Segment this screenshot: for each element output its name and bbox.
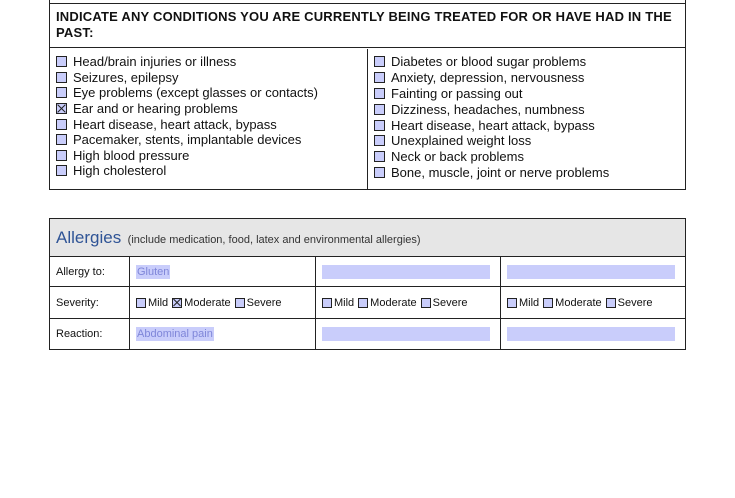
condition-item[interactable]	[374, 133, 685, 149]
condition-item[interactable]	[374, 70, 685, 86]
severity-option-mild[interactable]	[136, 297, 168, 309]
checkbox[interactable]	[374, 104, 385, 115]
reaction-label: Reaction:	[50, 319, 130, 349]
checkbox[interactable]	[374, 88, 385, 99]
condition-item[interactable]	[56, 148, 367, 164]
allergies-title: Allergies	[56, 228, 122, 247]
condition-label: Fainting or passing out	[391, 85, 523, 101]
allergies-subtitle: (include medication, food, latex and environmental allergies)	[127, 234, 421, 246]
condition-item[interactable]	[56, 101, 367, 117]
condition-label: Unexplained weight loss	[391, 133, 532, 149]
reaction-input-1[interactable]: Abdominal pain	[137, 328, 213, 340]
allergy-input-2[interactable]	[322, 265, 490, 279]
severity-option-severe[interactable]	[606, 297, 653, 309]
severity-option-label: Moderate	[370, 296, 417, 309]
severity-option-severe[interactable]	[421, 297, 468, 309]
reaction-cell-2	[316, 319, 501, 349]
reaction-input-2[interactable]	[322, 327, 490, 341]
severity-cell-2	[316, 287, 501, 318]
checkbox[interactable]	[235, 298, 245, 308]
checkbox[interactable]	[358, 298, 368, 308]
allergy-to-label: Allergy to:	[50, 257, 130, 286]
condition-label: Head/brain injuries or illness	[73, 54, 237, 70]
checkbox[interactable]	[136, 298, 146, 308]
severity-label: Severity:	[50, 287, 130, 318]
allergy-input-1[interactable]: Gluten	[137, 265, 170, 278]
severity-option-mild[interactable]	[322, 297, 354, 309]
condition-label: Seizures, epilepsy	[73, 69, 179, 85]
condition-label: Anxiety, depression, nervousness	[391, 70, 585, 86]
condition-item[interactable]	[374, 117, 685, 133]
allergy-cell-3	[501, 257, 685, 286]
allergies-header	[50, 219, 685, 257]
condition-label: Neck or back problems	[391, 149, 524, 165]
checkbox[interactable]	[322, 298, 332, 308]
condition-item[interactable]	[56, 54, 367, 70]
checkbox[interactable]	[56, 72, 67, 83]
condition-label: High blood pressure	[73, 147, 190, 163]
severity-option-label: Mild	[334, 296, 355, 309]
allergy-cell-1	[130, 257, 316, 286]
checkbox[interactable]	[56, 165, 67, 176]
severity-cell-3	[501, 287, 685, 318]
condition-label: Bone, muscle, joint or nerve problems	[391, 164, 610, 180]
checkbox[interactable]	[374, 167, 385, 178]
condition-label: Heart disease, heart attack, bypass	[73, 116, 277, 132]
reaction-cell-3	[501, 319, 685, 349]
checkbox[interactable]	[374, 72, 385, 83]
allergies-section	[49, 218, 686, 350]
checked-checkbox[interactable]	[172, 298, 182, 308]
checkbox[interactable]	[56, 150, 67, 161]
allergy-row	[50, 257, 685, 287]
severity-group-3	[507, 297, 657, 309]
reaction-input-3[interactable]	[507, 327, 675, 341]
condition-label: Pacemaker, stents, implantable devices	[73, 132, 302, 148]
severity-row	[50, 287, 685, 319]
condition-item[interactable]	[374, 54, 685, 70]
checkbox[interactable]	[374, 56, 385, 67]
condition-label: High cholesterol	[73, 163, 167, 179]
reaction-cell-1	[130, 319, 316, 349]
checkbox[interactable]	[374, 120, 385, 131]
condition-item[interactable]	[56, 116, 367, 132]
severity-cell-1	[130, 287, 316, 318]
allergy-cell-2	[316, 257, 501, 286]
severity-option-label: Severe	[246, 296, 282, 309]
checkbox[interactable]	[507, 298, 517, 308]
severity-group-2	[322, 297, 472, 309]
condition-item[interactable]	[374, 86, 685, 102]
condition-item[interactable]	[374, 149, 685, 165]
checkbox[interactable]	[543, 298, 553, 308]
checkbox[interactable]	[56, 87, 67, 98]
condition-label: Diabetes or blood sugar problems	[391, 54, 587, 70]
reaction-row	[50, 319, 685, 349]
condition-label: Ear and or hearing problems	[73, 101, 238, 117]
conditions-left-column	[50, 49, 368, 189]
condition-item[interactable]	[374, 165, 685, 181]
conditions-heading: INDICATE ANY CONDITIONS YOU ARE CURRENTLY BEING TREATED FOR OR HAVE HAD IN THE PAST:	[50, 4, 685, 48]
checkbox[interactable]	[374, 135, 385, 146]
condition-item[interactable]	[56, 132, 367, 148]
condition-label: Dizziness, headaches, numbness	[391, 101, 585, 117]
checkbox[interactable]	[421, 298, 431, 308]
severity-option-label: Moderate	[184, 296, 231, 309]
severity-option-label: Moderate	[555, 296, 602, 309]
condition-label: Eye problems (except glasses or contacts)	[73, 85, 318, 101]
allergy-input-3[interactable]	[507, 265, 675, 279]
condition-item[interactable]	[56, 163, 367, 179]
severity-option-moderate[interactable]	[358, 297, 416, 309]
conditions-right-column	[368, 49, 685, 189]
condition-item[interactable]	[56, 85, 367, 101]
severity-option-moderate[interactable]	[543, 297, 601, 309]
severity-option-severe[interactable]	[235, 297, 282, 309]
checkbox[interactable]	[56, 134, 67, 145]
severity-option-label: Severe	[617, 296, 653, 309]
condition-label: Heart disease, heart attack, bypass	[391, 117, 595, 133]
severity-option-moderate[interactable]	[172, 297, 230, 309]
severity-option-label: Mild	[148, 296, 169, 309]
checkbox[interactable]	[374, 151, 385, 162]
severity-option-mild[interactable]	[507, 297, 539, 309]
conditions-section	[49, 0, 686, 190]
severity-option-label: Mild	[519, 296, 540, 309]
condition-item[interactable]	[56, 70, 367, 86]
checked-checkbox[interactable]	[56, 103, 67, 114]
condition-item[interactable]	[374, 101, 685, 117]
checkbox[interactable]	[606, 298, 616, 308]
checkbox[interactable]	[56, 119, 67, 130]
severity-group-1	[136, 297, 286, 309]
checkbox[interactable]	[56, 56, 67, 67]
severity-option-label: Severe	[432, 296, 468, 309]
